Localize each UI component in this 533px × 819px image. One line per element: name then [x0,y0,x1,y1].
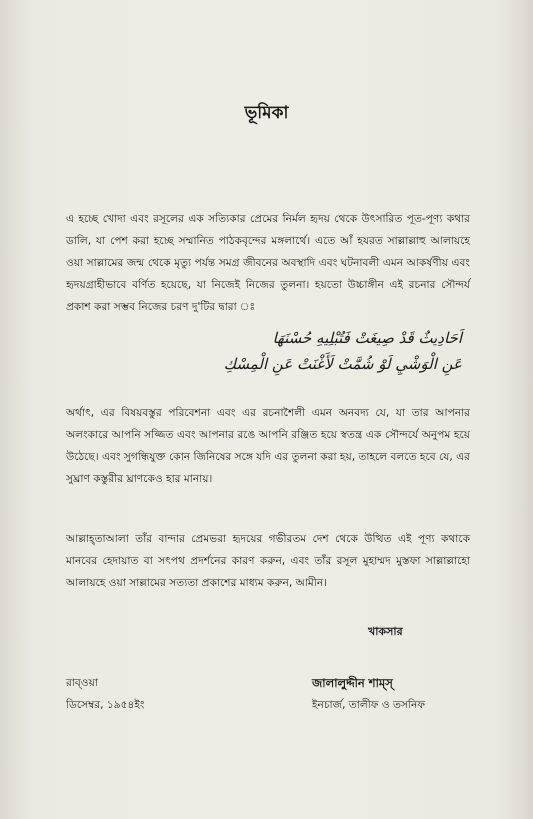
author-title: ইনচার্জ, তালীফ ও তসনিফ [312,699,426,711]
arabic-verse-line: اَحَادِيثٌ قَدْ صِيغَتْ فَتُبْلِيهِ حُسْنَهَا [272,329,462,347]
place-date [66,672,144,716]
author-block [312,672,425,716]
signoff: খাকসার [368,625,403,638]
arabic-verse-line: عَنِ الْوَشْيِ لَوْ شُمَّتْ لَأَغْنَتْ عَنِ الْمِسْكِ [223,355,462,373]
paragraph-meaning: অর্থাৎ, এর বিষয়বস্তুর পরিবেশনা এবং এর রচনাশৈলী এমন অনবদ্য যে, যা তার আপনার অলংকারে আপনি সজ্জিত এবং আপনার রঙে আপনি রঞ্জিত হয়ে স্বতন্ত্র এক সৌন্দর্যে অনুপম হয়ে উঠেছে। এবং সুগন্ধিযুক্ত কোন জিনিষের সঙ্গে যদি এর তুলনা করা হয়, তাহলে বলতে হবে যে, এর সুঘ্রাণ কস্তুরীর ঘ্রাণকেও হার মানায়। [66,407,471,485]
author-name: জালালুদ্দীন শাম্‌স্‌ [312,676,393,690]
arabic-verse [180,325,462,377]
paragraph-prayer: আল্লাহ্‌তাআলা তাঁর বান্দার প্রেমভরা হৃদয়ের গভীরতম দেশ থেকে উত্থিত এই পূণ্য কথাকে মানবের হেদায়াত বা সৎপথ প্রদর্শনের কারণ করুন, এবং তাঁর রসূল মুহাম্মদ মুস্তফা সাল্লাল্লাহো আলায়হে ওয়া সাল্লামের সত্যতা প্রকাশের মাধ্যম করুন, আমীন। [66,533,470,589]
place: রাব্‌ওয়া [66,677,98,689]
date: ডিসেম্বর, ১৯৫৪ইং [66,699,145,711]
paragraph-intro: এ হচ্ছে খোদা এবং রসূলের এক সত্যিকার প্রেমের নির্মল হৃদয় থেকে উৎসারিত পূত-পূণ্য কথার ডালি, যা পেশ করা হচ্ছে সম্মানিত পাঠকবৃন্দের মঙ্গলার্থে। এতে আঁ হযরত সাল্লাল্লাহু আলায়হে ওয়া সাল্লামের জন্ম থেকে মৃত্যু পর্যন্ত সমগ্র জীবনের অবস্থাদি এবং ঘটনাবলী এমন আকর্ষণীয় এবং হৃদয়গ্রাহীভাবে বর্ণিত হয়েছে, যা নিজেই নিজের তুলনা। হয়তো উচ্চাঙ্গীন এই রচনার সৌন্দর্য প্রকাশ করা সম্ভব নিজের চরণ দু'টির দ্বারা ঃ [66,213,470,313]
page-title: ভূমিকা [244,103,289,123]
